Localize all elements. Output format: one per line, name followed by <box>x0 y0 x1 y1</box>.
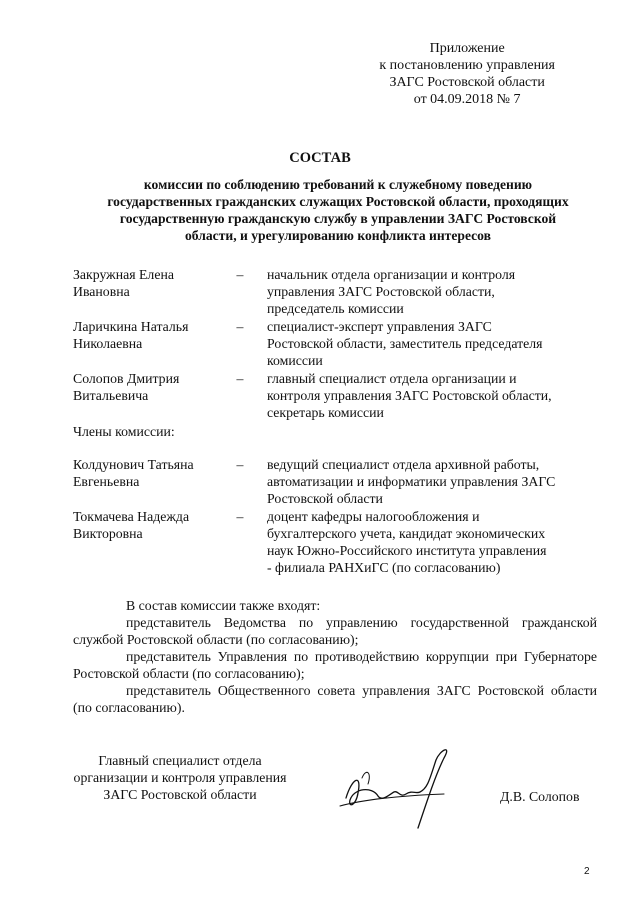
member-name-line: Солопов Дмитрия <box>73 371 180 386</box>
member-role-line: председатель комиссии <box>267 301 404 316</box>
member-name-line: Николаевна <box>73 336 143 351</box>
appendix-line: к постановлению управления <box>379 58 555 73</box>
member-name-line: Токмачева Надежда <box>73 509 190 524</box>
member-name <box>73 266 233 300</box>
member-role-line: автоматизации и информатики управления ЗАГС <box>267 474 556 489</box>
subtitle-line: государственных гражданских служащих Ростовской области, проходящих <box>107 194 569 209</box>
member-role <box>267 456 597 507</box>
member-role-line: наук Южно-Российского института управления <box>267 543 547 558</box>
subtitle-line: области, и урегулированию конфликта интересов <box>185 228 491 243</box>
member-role-line: бухгалтерского учета, кандидат экономических <box>267 526 546 541</box>
member-name-line: Ларичкина Наталья <box>73 319 189 334</box>
also-item: представитель Общественного совета управления ЗАГС Ростовской области (по согласованию). <box>73 683 597 715</box>
signer-position-line: ЗАГС Ростовской области <box>103 787 257 802</box>
member-name-line: Колдунович Татьяна <box>73 457 194 472</box>
member-role-line: комиссии <box>267 353 323 368</box>
dash-separator: – <box>236 509 244 524</box>
signer-position <box>60 752 300 803</box>
member-role-line: Ростовской области, заместитель председателя <box>267 336 543 351</box>
member-role <box>267 266 597 317</box>
member-name-line: Викторовна <box>73 526 143 541</box>
subtitle-line: государственную гражданскую службу в управлении ЗАГС Ростовской <box>119 211 557 226</box>
member-role-line: доцент кафедры налогообложения и <box>267 509 480 524</box>
appendix-line: Приложение <box>429 41 505 56</box>
member-name <box>73 508 233 542</box>
dash-separator: – <box>236 319 244 334</box>
member-name-line: Витальевича <box>73 388 149 403</box>
dash-separator: – <box>236 267 244 282</box>
member-role <box>267 370 597 421</box>
signer-position-line: Главный специалист отдела <box>98 753 262 768</box>
handwritten-signature <box>332 738 462 834</box>
member-role-line: секретарь комиссии <box>267 405 384 420</box>
document-subtitle <box>78 176 598 244</box>
members-label: Члены комиссии: <box>73 424 175 439</box>
also-item: представитель Управления по противодействию коррупции при Губернаторе Ростовской области (по согласованию); <box>73 649 597 681</box>
page-number: 2 <box>584 866 590 877</box>
member-role <box>267 318 597 369</box>
member-role-line: ведущий специалист отдела архивной работы, <box>267 457 540 472</box>
appendix-line: ЗАГС Ростовской области <box>389 75 545 90</box>
member-role-line: специалист-эксперт управления ЗАГС <box>267 319 492 334</box>
dash-separator: – <box>236 371 244 386</box>
member-role-line: главный специалист отдела организации и <box>267 371 517 386</box>
member-name <box>73 318 233 352</box>
member-role-line: управления ЗАГС Ростовской области, <box>267 284 495 299</box>
member-name-line: Закружная Елена <box>73 267 174 282</box>
dash-separator: – <box>236 457 244 472</box>
member-name-line: Ивановна <box>73 284 130 299</box>
appendix-header <box>379 40 555 108</box>
member-name-line: Евгеньевна <box>73 474 140 489</box>
member-role-line: начальник отдела организации и контроля <box>267 267 516 282</box>
member-role-line: контроля управления ЗАГС Ростовской области, <box>267 388 552 403</box>
member-name <box>73 370 233 404</box>
member-role-line: - филиала РАНХиГС (по согласованию) <box>267 560 501 575</box>
subtitle-line: комиссии по соблюдению требований к служебному поведению <box>143 177 533 192</box>
member-role <box>267 508 597 576</box>
document-title: СОСТАВ <box>289 150 351 166</box>
signer-position-line: организации и контроля управления <box>73 770 287 785</box>
signer-name: Д.В. Солопов <box>500 789 580 804</box>
also-intro: В состав комиссии также входят: <box>126 598 321 613</box>
appendix-date: от 04.09.2018 № 7 <box>413 92 521 107</box>
member-name <box>73 456 233 490</box>
also-item: представитель Ведомства по управлению государственной гражданской службой Ростовской области (по согласованию); <box>73 615 597 647</box>
member-role-line: Ростовской области <box>267 491 383 506</box>
